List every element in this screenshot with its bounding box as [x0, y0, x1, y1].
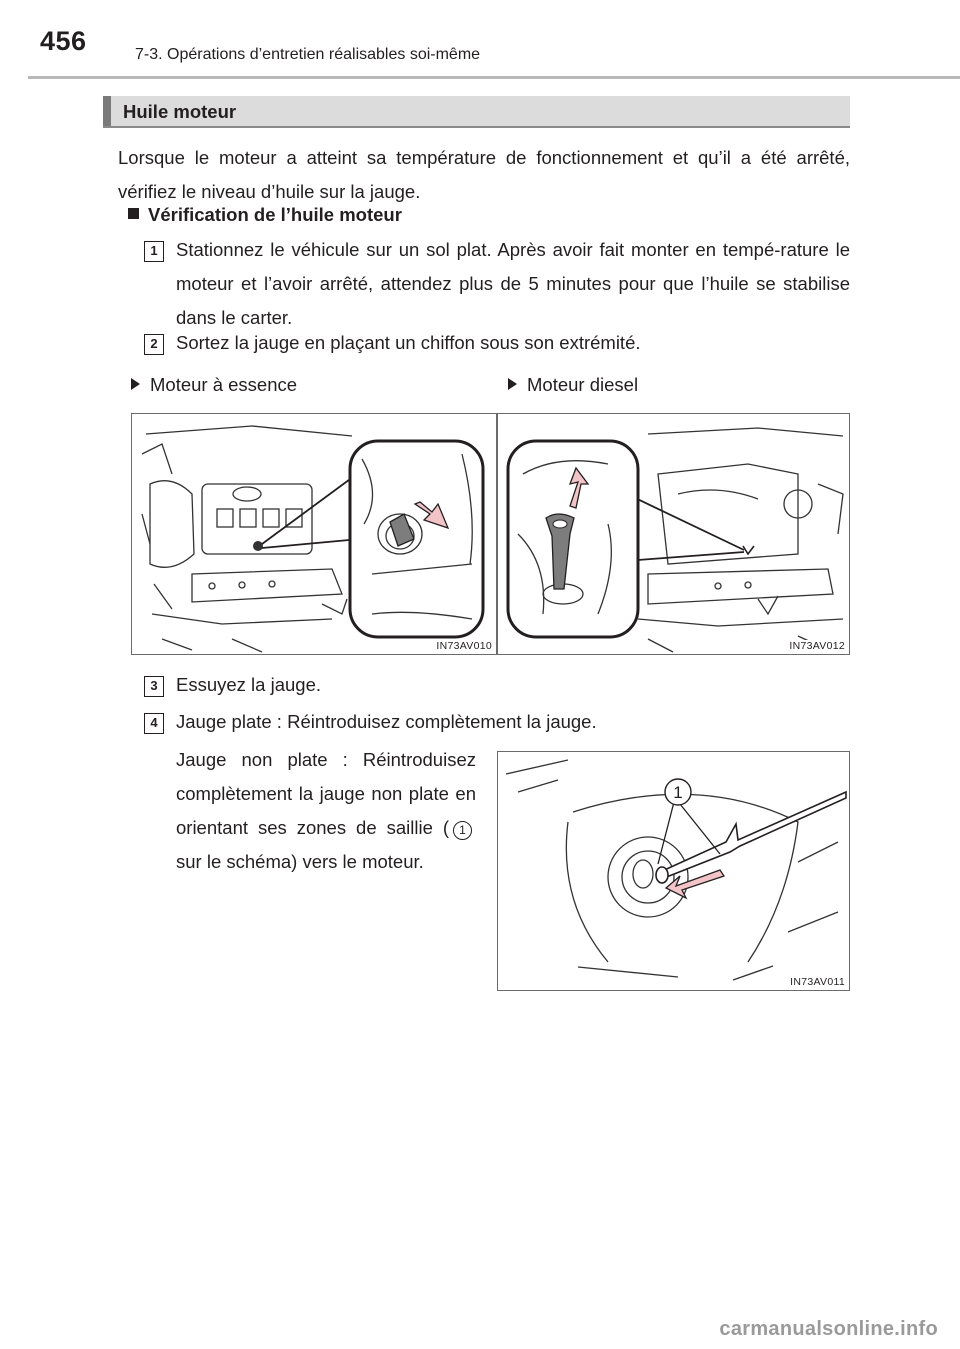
figure-code-dipstick: IN73AV011: [790, 976, 845, 988]
square-bullet-icon: [128, 208, 139, 219]
dipstick-figure: [497, 751, 850, 991]
watermark: carmanualsonline.info: [719, 1318, 938, 1340]
figure-code-petrol: IN73AV010: [436, 640, 492, 652]
diesel-engine-illustration: [498, 414, 848, 653]
variant-petrol: Moteur à essence: [131, 374, 297, 396]
dipstick-illustration: [498, 752, 848, 989]
section-accent: [103, 96, 111, 126]
section-title: Huile moteur: [123, 101, 237, 122]
step-2-text: Sortez la jauge en plaçant un chiffon sous son extrémité.: [176, 332, 641, 353]
figure-code-diesel: IN73AV012: [789, 640, 845, 652]
step-number-3: 3: [144, 676, 164, 697]
subsection-title: Vérification de l’huile moteur: [148, 204, 402, 225]
step-3-text: Essuyez la jauge.: [176, 674, 322, 695]
callout-marker-1: 1: [453, 821, 472, 840]
dipstick-callout-label: 1: [673, 783, 683, 802]
step-1-text: Stationnez le véhicule sur un sol plat. Après avoir fait monter en tempé-rature le moteur et l’avoir arrêté, attendez plus de 5 minutes pour que l’huile se stabilise dans le carter.: [176, 239, 850, 328]
chapter-title: 7-3. Opérations d’entretien réalisables soi-même: [135, 46, 481, 63]
step-4-text: Jauge plate : Réintroduisez complètement la jauge.: [176, 711, 597, 732]
diesel-engine-figure: [497, 413, 850, 655]
header-rule: [28, 76, 960, 79]
step-number-2: 2: [144, 334, 164, 355]
variant-diesel: Moteur diesel: [508, 374, 638, 396]
triangle-bullet-icon: [508, 378, 517, 390]
step-number-4: 4: [144, 713, 164, 734]
page-number: 456: [40, 26, 87, 56]
triangle-bullet-icon: [131, 378, 140, 390]
intro-paragraph: Lorsque le moteur a atteint sa température de fonctionnement et qu’il a été arrêté, vérifiez le niveau d’huile sur la jauge.: [118, 147, 850, 202]
petrol-engine-figure: [131, 413, 497, 655]
step-number-1: 1: [144, 241, 164, 262]
petrol-engine-illustration: [132, 414, 495, 653]
step-4-non-flat-text: Jauge non plate : Réintroduisez complètement la jauge non plate en orientant ses zones de saillie ( 1 sur le schéma) vers le moteur.: [176, 749, 476, 872]
section-heading-bar: [103, 96, 850, 128]
subsection-heading: [128, 204, 402, 226]
